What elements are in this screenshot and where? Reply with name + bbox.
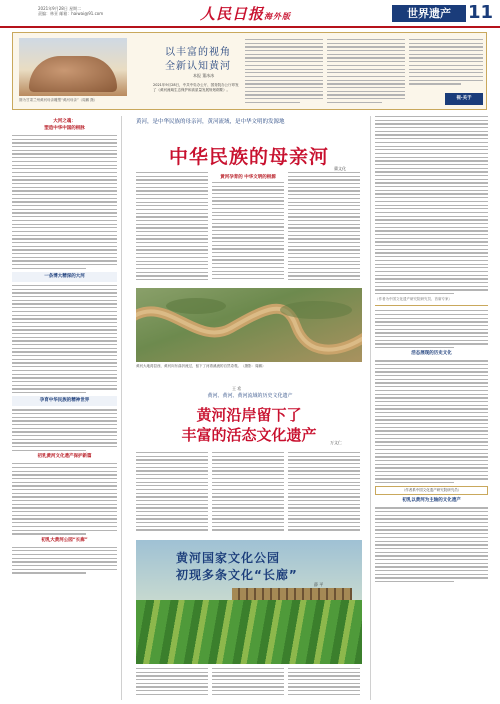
mother-river-statue-photo — [19, 38, 127, 96]
article1-col-2 — [212, 172, 284, 282]
article3-headline-line2: 初现多条文化“长廊” — [176, 568, 298, 582]
article1-headline: 中华民族的母亲河 — [168, 146, 329, 168]
article2-col-3 — [288, 452, 360, 532]
right-column — [370, 116, 488, 700]
article1-subheading: 黄河孕育的 中华文明的根源 — [220, 175, 276, 180]
park-fields — [136, 600, 362, 664]
right-divider-1 — [375, 305, 488, 306]
feature-body-col-1 — [245, 39, 323, 105]
issue-date: 2021年9月28日 星期二 — [38, 6, 82, 11]
left-column — [12, 116, 122, 700]
statue-shape — [29, 56, 117, 92]
feature-body-col-3 — [409, 39, 483, 89]
article2-headline-line1: 黄河沿岸留下了 — [196, 406, 302, 424]
editor-info: 责编：林亚 邮箱：haiwai@91.com — [38, 11, 104, 16]
right-heading-2: 活态展现的历史文化 — [411, 351, 452, 357]
river-caption-text: 黄河大地湾县西，黄河向东曲折流过，留下了河湾溪流的自然奇观。（摄影：周鹏） — [136, 364, 266, 368]
left-text-block-2 — [12, 285, 117, 393]
right-text-block-4 — [375, 507, 488, 582]
right-text-block-1 — [375, 116, 488, 294]
feature-body-col-2 — [327, 39, 405, 105]
left-heading-4: 初乳黄河文化遗产保护新篇 — [37, 454, 92, 460]
feature-author: 本报 董冰冰 — [193, 73, 215, 78]
photo-author: 王 希 — [232, 386, 242, 391]
right-text-block-3 — [375, 360, 488, 483]
river-photo-caption — [136, 364, 362, 382]
left-heading-5: 初乳大黄河公园“长廊” — [41, 537, 88, 543]
feature-intro — [153, 83, 239, 105]
article2-byline: 万文仁 — [330, 440, 342, 445]
article2-headline-line2: 丰富的活态文化遗产 — [181, 426, 317, 444]
article3-col-2 — [212, 668, 284, 700]
left-text-block-5 — [12, 547, 117, 574]
right-heading-3: 初乳以黄河为主轴的文化遗产 — [402, 498, 461, 504]
masthead-info — [38, 6, 103, 16]
national-cultural-park-photo — [136, 540, 362, 664]
right-author-note: （作者为中国文化遗产研究院研究员、首席专家） — [375, 296, 452, 301]
left-heading-1-sub: 塑造中华中国的根脉 — [44, 126, 85, 131]
left-text-block-3 — [12, 409, 117, 451]
left-text-block-1 — [12, 135, 117, 269]
article3-byline: 薛 平 — [314, 582, 324, 587]
top-feature-box — [12, 32, 487, 110]
section-title: 世界遗产 — [392, 5, 466, 22]
river-bend-graphic — [136, 288, 362, 362]
yellow-river-aerial-photo — [136, 288, 362, 362]
left-heading-1: 大河之魂： — [53, 119, 76, 124]
newspaper-logo: 人民日报海外版 — [200, 5, 292, 23]
article2-intro: 黄河、黄河、黄河流域的历史文化遗产 — [207, 393, 293, 399]
left-heading-2: 一条博大精深的大河 — [12, 272, 117, 282]
feature-title-line2: 全新认知黄河 — [165, 61, 231, 72]
article3-headline-line1: 黄河国家文化公园 — [176, 551, 281, 565]
right-text-block-2 — [375, 310, 488, 348]
article1-intro: 黄河，是中华民族的母亲河，黄河流域，是中华文明的发源地 — [136, 119, 285, 125]
right-source-box: （作者系中国文化遗产研究院研究员） — [375, 486, 488, 495]
left-heading-3: 孕育中华民族的精神世界 — [12, 396, 117, 406]
article2-col-2 — [212, 452, 284, 532]
feature-title-line1: 以丰富的视角 — [165, 47, 231, 58]
article3-col-1 — [136, 668, 208, 700]
article3-col-3 — [288, 668, 360, 700]
masthead — [0, 0, 500, 28]
page-number: 11 — [468, 2, 494, 23]
left-text-block-4 — [12, 463, 117, 534]
article2-col-1 — [136, 452, 208, 532]
article1-col-1 — [136, 172, 208, 282]
feature-tag: 视·关于 — [445, 93, 483, 105]
feature-intro-text: 2021年9月28日，中共中央办公厅、国务院办公厅印发了《黄河流域生态保护和高质量发展规划纲要》。 — [153, 83, 239, 92]
article1-byline: 冀文化 — [334, 166, 346, 171]
article1-col-3 — [288, 172, 360, 282]
photo-caption: 图为甘肃兰州黄河母亲雕塑“黄河母亲”（周鹏 摄） — [19, 98, 98, 102]
